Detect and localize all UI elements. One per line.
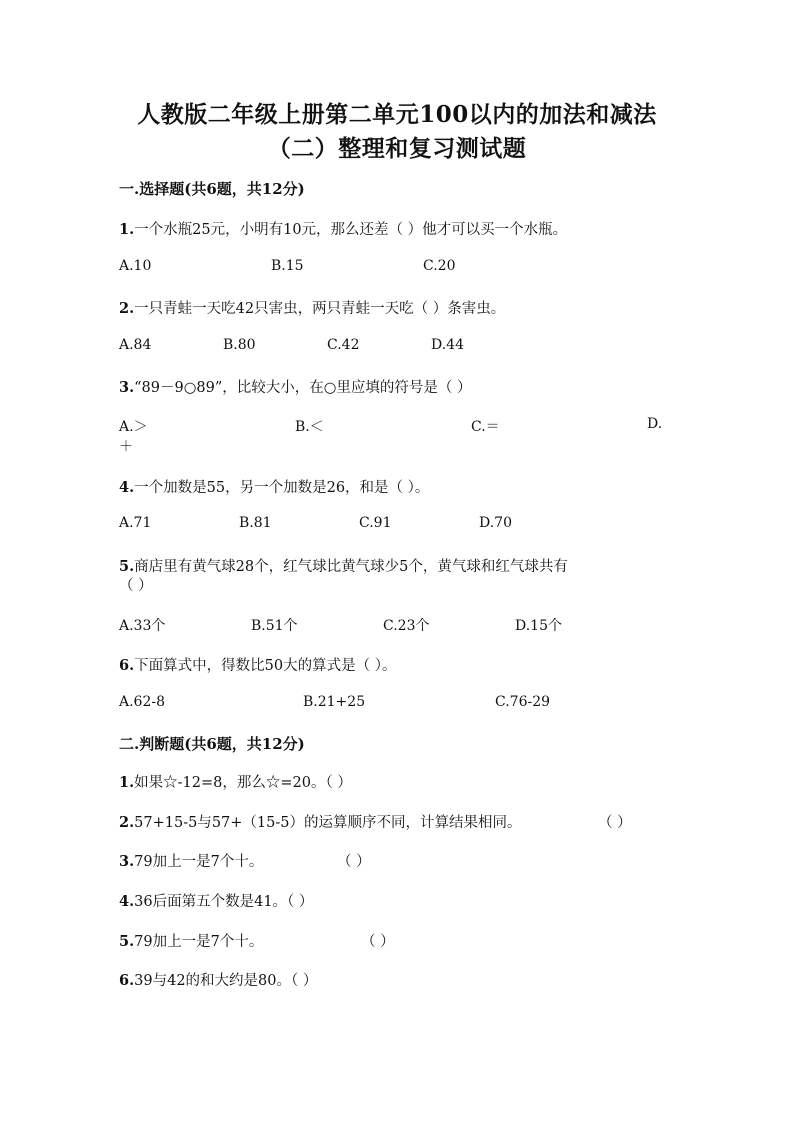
question-number: 5. [119, 933, 135, 950]
question-text: 79加上一是7个十。 [134, 934, 264, 950]
option-b[interactable]: B.21+25 [303, 694, 366, 710]
option-b[interactable]: B.81 [239, 515, 272, 531]
judgment-question-5 [119, 930, 263, 951]
question-text: 下面算式中，得数比50大的算式是（ ）。 [134, 658, 397, 674]
section-heading-judgment: 二.判断题(共6题，共12分) [119, 735, 305, 753]
option-b[interactable]: B.80 [223, 337, 256, 353]
option-c[interactable]: C.＝ [471, 419, 500, 435]
option-a[interactable]: A.71 [119, 515, 152, 531]
option-a[interactable]: A.10 [119, 258, 152, 274]
option-a[interactable]: A.84 [119, 337, 152, 353]
question-number: 4. [119, 479, 135, 496]
question-number: 1. [119, 774, 135, 791]
question-text: 一个加数是55，另一个加数是26，和是（ ）。 [134, 480, 430, 496]
question-text: 一只青蛙一天吃42只害虫，两只青蛙一天吃（ ）条害虫。 [134, 301, 506, 317]
question-number: 6. [119, 972, 135, 989]
judgment-question-3 [119, 850, 263, 871]
page-title-line1: 人教版二年级上册第二单元100以内的加法和减法 [137, 101, 657, 128]
question-number: 3. [119, 853, 135, 870]
question-text: 商店里有黄气球28个，红气球比黄气球少5个，黄气球和红气球共有 [134, 559, 568, 575]
judgment-question-4 [119, 890, 313, 911]
question-text: 39与42的和大约是80。（ ） [134, 973, 318, 989]
option-c[interactable]: C.42 [327, 337, 360, 353]
option-a[interactable]: A.＞ [119, 419, 148, 435]
option-b[interactable]: B.51个 [251, 618, 298, 634]
option-d[interactable]: D.44 [431, 337, 464, 353]
question-number: 4. [119, 893, 135, 910]
question-number: 5. [119, 558, 135, 575]
option-d-value: ＋ [119, 439, 133, 455]
option-c[interactable]: C.23个 [383, 618, 430, 634]
choice-question-6 [119, 654, 396, 675]
question-text: 57+15-5与57+（15-5）的运算顺序不同，计算结果相同。 [134, 815, 522, 831]
choice-question-2 [119, 297, 505, 318]
option-d[interactable]: D.15个 [515, 618, 562, 634]
option-c[interactable]: C.76-29 [495, 694, 551, 710]
choice-question-4 [119, 476, 429, 497]
question-text: 如果☆-12=8，那么☆=20。（ ） [134, 775, 352, 791]
question-text: “89－9○89”，比较大小，在○里应填的符号是（ ） [134, 380, 472, 396]
question-number: 1. [119, 221, 135, 238]
choice-question-5-blank: （ ） [119, 578, 153, 594]
option-c[interactable]: C.20 [423, 258, 456, 274]
choice-question-3 [119, 376, 472, 397]
option-c[interactable]: C.91 [359, 515, 392, 531]
page-title-line2: （二）整理和复习测试题 [267, 135, 527, 162]
choice-question-1 [119, 218, 567, 239]
option-a[interactable]: A.33个 [119, 618, 166, 634]
question-text: 36后面第五个数是41。（ ） [134, 894, 314, 910]
answer-parentheses[interactable]: （ ） [337, 854, 371, 870]
section-heading-choice: 一.选择题(共6题，共12分) [119, 180, 305, 198]
question-number: 6. [119, 657, 135, 674]
judgment-question-6 [119, 969, 317, 990]
judgment-question-1 [119, 771, 352, 792]
question-text: 79加上一是7个十。 [134, 854, 264, 870]
option-d[interactable]: D. [647, 416, 663, 432]
option-b[interactable]: B.15 [271, 258, 304, 274]
choice-question-5 [119, 555, 568, 576]
question-text: 一个水瓶25元，小明有10元，那么还差（ ）他才可以买一个水瓶。 [134, 222, 568, 238]
option-d[interactable]: D.70 [479, 515, 512, 531]
option-a[interactable]: A.62-8 [119, 694, 166, 710]
answer-parentheses[interactable]: （ ） [361, 934, 395, 950]
question-number: 2. [119, 814, 135, 831]
judgment-question-2 [119, 811, 522, 832]
option-b[interactable]: B.＜ [295, 419, 324, 435]
question-number: 2. [119, 300, 135, 317]
answer-parentheses[interactable]: （ ） [598, 815, 632, 831]
question-number: 3. [119, 379, 135, 396]
